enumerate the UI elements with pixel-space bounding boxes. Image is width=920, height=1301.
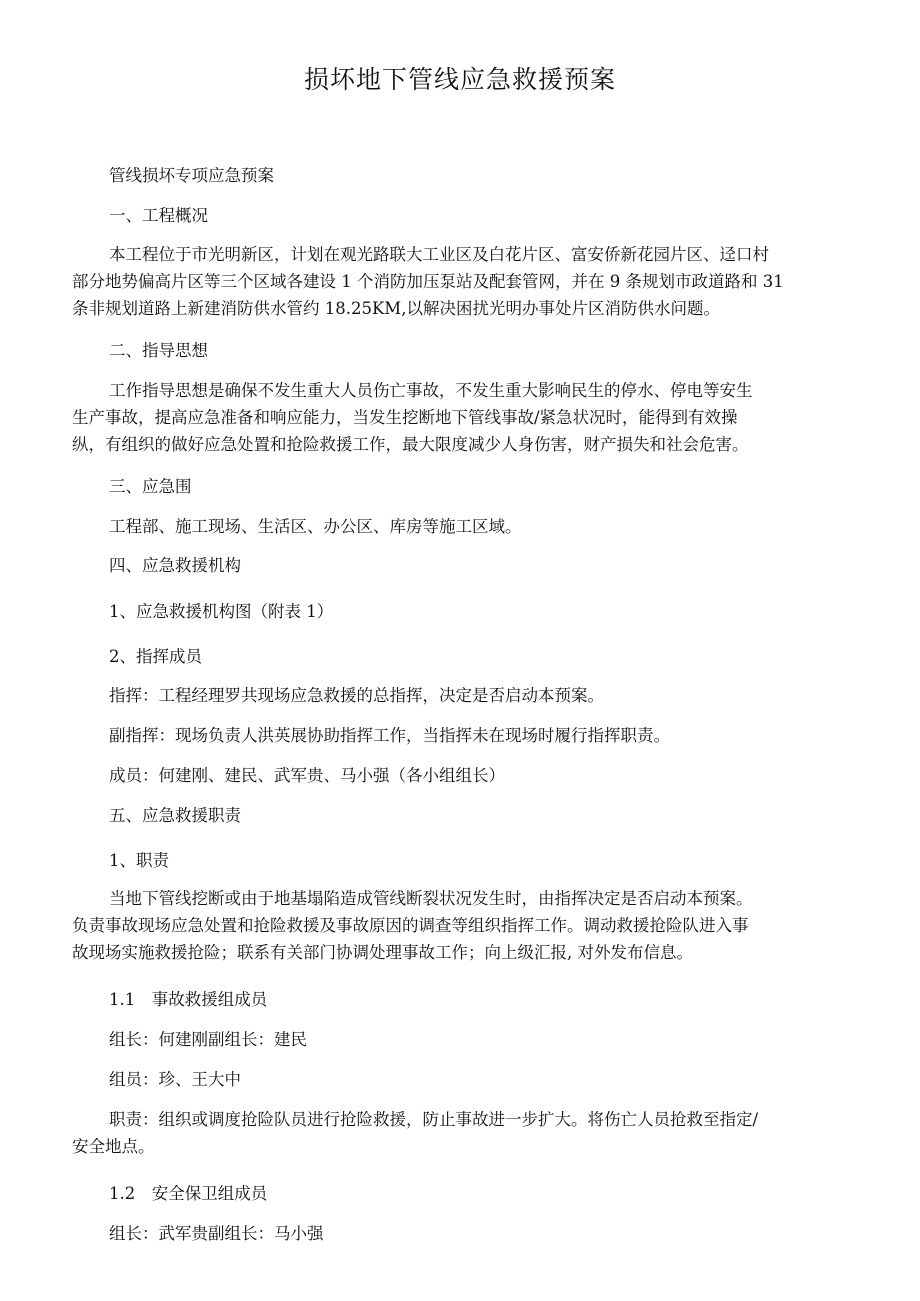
group-1-title: 1.1 事故救援组成员	[109, 990, 268, 1009]
section-3-title: 三、应急围	[109, 477, 192, 496]
paragraph-line: 生产事故，提高应急准备和响应能力，当发生挖断地下管线事故/紧急状况时，能得到有效操	[72, 408, 738, 427]
paragraph-line: 安全地点。	[72, 1137, 155, 1156]
paragraph-line: 负责事故现场应急处置和抢险救援及事故原因的调查等组织指挥工作。调动救援抢险队进入事	[72, 916, 749, 935]
paragraph-line: 工作指导思想是确保不发生重大人员伤亡事故，不发生重大影响民生的停水、停电等安生	[109, 381, 753, 400]
group-1-members: 组员：珍、王大中	[109, 1070, 241, 1089]
vice-commander-line: 副指挥：现场负责人洪英展协助指挥工作，当指挥未在现场时履行指挥职责。	[109, 726, 670, 745]
paragraph-line: 故现场实施救援抢险；联系有关部门协调处理事故工作；向上级汇报, 对外发布信息。	[72, 943, 693, 962]
paragraph-line: 部分地势偏高片区等三个区域各建设 1 个消防加压泵站及配套管网，并在 9 条规划市政道路和 31	[72, 272, 784, 291]
section-1-paragraph	[72, 241, 848, 322]
section-2-paragraph	[72, 377, 848, 458]
paragraph-line: 本工程位于市光明新区，计划在观光路联大工业区及白花片区、富安侨新花园片区、迳口村	[109, 245, 769, 264]
section-1-title: 一、工程概况	[109, 206, 208, 225]
section-4-item-2: 2、指挥成员	[109, 647, 202, 666]
paragraph-line: 条非规划道路上新建消防供水管约 18.25KM,以解决困扰光明办事处片区消防供水问题。	[72, 299, 720, 318]
plan-heading: 管线损坏专项应急预案	[109, 166, 274, 185]
group-2-leader: 组长：武军贵副组长：马小强	[109, 1224, 324, 1243]
section-5-title: 五、应急救援职责	[109, 806, 241, 825]
section-2-title: 二、指导思想	[109, 341, 208, 360]
document-title: 损坏地下管线应急救援预案	[303, 65, 616, 94]
section-3-text: 工程部、施工现场、生活区、办公区、库房等施工区域。	[109, 517, 522, 536]
section-4-item-1: 1、应急救援机构图（附表 1）	[109, 602, 334, 621]
section-5-item-1: 1、职责	[109, 851, 169, 870]
group-1-leader: 组长：何建刚副组长：建民	[109, 1030, 307, 1049]
duty-paragraph	[72, 885, 848, 966]
section-4-title: 四、应急救援机构	[109, 556, 241, 575]
paragraph-line: 职责：组织或调度抢险队员进行抢险救援，防止事故进一步扩大。将伤亡人员抢救至指定/	[109, 1110, 759, 1129]
members-line: 成员：何建刚、建民、武军贵、马小强（各小组组长）	[109, 766, 505, 785]
paragraph-line: 当地下管线挖断或由于地基塌陷造成管线断裂状况发生时，由指挥决定是否启动本预案。	[109, 889, 753, 908]
group-1-duty-paragraph	[72, 1106, 848, 1160]
group-2-title: 1.2 安全保卫组成员	[109, 1184, 268, 1203]
paragraph-line: 纵，有组织的做好应急处置和抢险救援工作，最大限度减少人身伤害，财产损失和社会危害。	[72, 435, 749, 454]
commander-line: 指挥：工程经理罗共现场应急救援的总指挥，决定是否启动本预案。	[109, 686, 604, 705]
